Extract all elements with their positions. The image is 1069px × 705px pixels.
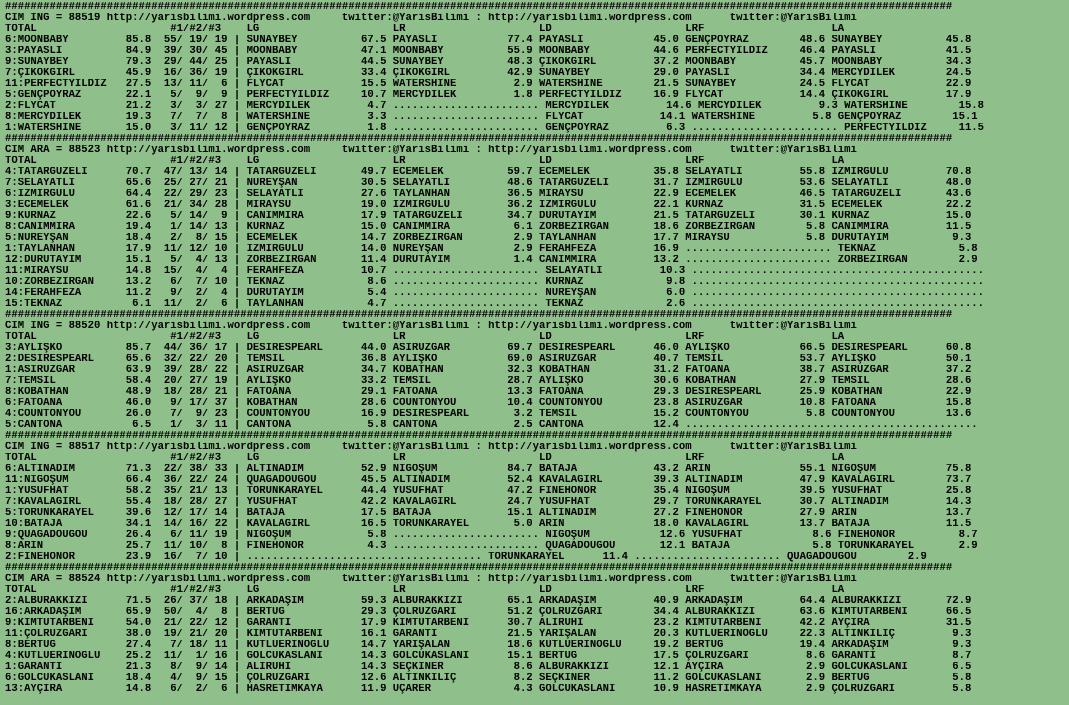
horse-stats-row: 6:ALTINADIM 71.3 22/ 38/ 33 | ALTINADIM 52.9 NİGOŞUM 84.7 BATAJA 43.2 ARİN 55.1 NİGOŞUM 75.8	[5, 464, 972, 475]
horse-stats-row: 9:KURNAZ 22.6 5/ 14/ 9 | CANIMMİRA 17.9 TATARGÜZELİ 34.7 DURUTAYIM 21.5 TATARGÜZELİ 30.1 KURNAZ 15.0	[5, 211, 972, 222]
horse-stats-row: 2:FLYCAT 21.2 3/ 3/ 27 | MERCYDİLEK 4.7 ....................... MERCYDİLEK 14.6 MERCYDİLEK 9.3 WATERSHINE 15.8	[5, 101, 985, 112]
horse-stats-row: 9:SUNAYBEY 79.3 29/ 44/ 25 | PAYASLI 44.5 SUNAYBEY 48.3 ÇIKOKGIRL 37.2 MOONBABY 45.7 MOONBABY 34.3	[5, 57, 972, 68]
horse-stats-row: 6:MOONBABY 85.8 55/ 19/ 19 | SUNAYBEY 67.5 PAYASLI 77.4 PAYASLI 45.0 GENÇPOYRAZ 48.6 SUNAYBEY 45.8	[5, 35, 972, 46]
separator-line: #####################################################################################################################################################	[5, 134, 953, 145]
horse-stats-row: 1:YUSUFHAT 58.2 35/ 21/ 13 | TORUNKARAYEL 44.4 YUSUFHAT 47.2 FINEHONOR 35.4 NİGOŞUM 39.5 YUSUFHAT 25.8	[5, 486, 972, 497]
race-header-line: CIM ING = 88520 http://yarisbilimi.wordpress.com twitter:@YarisBilimi : http://yarisbilimi.wordpress.com twitter:@YarisBilimi	[5, 321, 857, 332]
horse-stats-row: 6:FATOANA 46.0 9/ 17/ 37 | KOBATHAN 28.6 COUNTONYOU 10.4 COUNTONYOU 23.8 ASİRÜZGAR 10.8 FATOANA 15.8	[5, 398, 972, 409]
horse-stats-row: 7:SELAYATLI 65.6 25/ 27/ 21 | NUREYŞAN 30.5 SELAYATLI 48.6 TATARGÜZELİ 31.7 İZMİRGÜLÜ 53.6 SELAYATLI 48.0	[5, 178, 972, 189]
race-header-line: CIM ARA = 88523 http://yarisbilimi.wordpress.com twitter:@YarisBilimi : http://yarisbilimi.wordpress.com twitter:@YarisBilimi	[5, 145, 857, 156]
horse-stats-row: 14:FERAHFEZA 11.2 9/ 2/ 4 | DURUTAYIM 5.4 ....................... NUREYŞAN 6.0 ..............................................	[5, 288, 985, 299]
column-header-line: TOTAL #1/#2/#3 LG LR LD LRF LA	[5, 585, 845, 596]
horse-stats-row: 4:KUTLUERİNOĞLU 25.2 11/ 1/ 16 | GÖLCÜKASLANI 14.3 GÖLCÜKASLANI 15.1 BERTUĞ 17.5 ÇÖLRÜZGARI 8.6 GARANTİ 8.7	[5, 651, 972, 662]
horse-stats-row: 5:NUREYŞAN 18.4 2/ 8/ 15 | ECEMELEK 14.7 ZORBEZİRGAN 2.9 TAYLANHAN 17.7 MİRAYSU 5.8 DURUTAYIM 9.3	[5, 233, 972, 244]
horse-stats-row: 3:AYLİŞKO 85.7 44/ 36/ 17 | DESIRESPEARL 44.0 ASİRÜZGAR 69.7 DESIRESPEARL 46.0 AYLİŞKO 66.5 DESIRESPEARL 60.8	[5, 343, 972, 354]
horse-stats-row: 1:WATERSHINE 15.0 3/ 11/ 12 | GENÇPOYRAZ 1.8 ....................... GENÇPOYRAZ 6.3 ....................... PERFECTYILDIZ 11.5	[5, 123, 985, 134]
race-header-line: CIM ING = 88519 http://yarisbilimi.wordpress.com twitter:@YarisBilimi : http://yarisbilimi.wordpress.com twitter:@YarisBilimi	[5, 13, 857, 24]
horse-stats-row: 11:PERFECTYILDIZ 27.5 13/ 11/ 6 | FLYCAT 15.5 WATERSHINE 2.9 WATERSHINE 21.5 SUNAYBEY 24.5 FLYCAT 22.9	[5, 79, 972, 90]
horse-stats-row: 3:PAYASLI 84.9 39/ 30/ 45 | MOONBABY 47.1 MOONBABY 55.9 MOONBABY 44.6 PERFECTYILDIZ 46.4 PAYASLI 41.5	[5, 46, 972, 57]
horse-stats-row: 7:KAVALAGIRL 55.4 18/ 28/ 27 | YUSUFHAT 42.2 KAVALAGIRL 24.7 YUSUFHAT 29.7 TORUNKARAYEL 30.7 ALTINADIM 14.3	[5, 497, 972, 508]
horse-stats-row: 8:CANIMMİRA 19.4 1/ 14/ 13 | KURNAZ 15.0 CANIMMİRA 6.1 ZORBEZİRGAN 18.6 ZORBEZİRGAN 5.8 CANIMMİRA 11.5	[5, 222, 972, 233]
horse-stats-row: 7:ÇIKOKGIRL 45.9 16/ 36/ 19 | ÇIKOKGIRL 33.4 ÇIKOKGIRL 42.9 SUNAYBEY 29.0 PAYASLI 34.4 MERCYDİLEK 24.5	[5, 68, 972, 79]
horse-stats-row: 7:TEMSİL 58.4 20/ 27/ 19 | AYLİŞKO 33.2 TEMSİL 28.7 AYLİŞKO 30.6 KOBATHAN 27.9 TEMSİL 28.6	[5, 376, 972, 387]
column-header-line: TOTAL #1/#2/#3 LG LR LD LRF LA	[5, 332, 845, 343]
horse-stats-row: 5:CANTONA 6.5 1/ 3/ 11 | CANTONA 5.8 CANTONA 2.5 CANTONA 12.4 ..............................................	[5, 420, 978, 431]
horse-stats-row: 8:KOBATHAN 48.9 18/ 28/ 21 | FATOANA 29.1 FATOANA 13.3 FATOANA 29.3 DESIRESPEARL 25.9 KOBATHAN 22.9	[5, 387, 972, 398]
horse-stats-row: 6:İZMİRGÜLÜ 64.4 22/ 29/ 23 | SELAYATLI 27.6 TAYLANHAN 36.5 MİRAYSU 22.9 ECEMELEK 46.5 TATARGÜZELİ 43.6	[5, 189, 972, 200]
column-header-line: TOTAL #1/#2/#3 LG LR LD LRF LA	[5, 156, 845, 167]
horse-stats-row: 2:ALBURAKKIZI 71.5 26/ 37/ 18 | ARKADAŞIM 59.3 ALBURAKKIZI 65.1 ARKADAŞIM 40.9 ARKADAŞIM 64.4 ALBURAKKIZI 72.9	[5, 596, 972, 607]
horse-stats-row: 12:DURUTAYIM 15.1 5/ 4/ 13 | ZORBEZİRGAN 11.4 DURUTAYIM 1.4 CANIMMİRA 13.2 ....................... ZORBEZİRGAN 2.9	[5, 255, 978, 266]
separator-line: #####################################################################################################################################################	[5, 2, 953, 13]
horse-stats-row: 6:GÖLCÜKASLANI 18.4 4/ 9/ 15 | ÇÖLRÜZGARI 12.6 ALTINKILIÇ 8.2 SEÇKİNER 11.2 GÖLCÜKASLANI 2.9 BERTUĞ 5.8	[5, 673, 972, 684]
horse-stats-row: 11:ÇÖLRÜZGARI 38.0 19/ 21/ 20 | KİMTUTARBENİ 16.1 GARANTİ 21.5 YARIŞALAN 20.3 KUTLUERİNOĞLU 22.3 ALTINKILIÇ 9.3	[5, 629, 972, 640]
horse-stats-row: 16:ARKADAŞIM 65.9 50/ 4/ 8 | BERTUĞ 29.3 ÇÖLRÜZGARI 51.2 ÇÖLRÜZGARI 34.4 ALBURAKKIZI 63.6 KİMTUTARBENİ 66.5	[5, 607, 972, 618]
horse-stats-row: 2:FINEHONOR 23.9 16/ 7/ 10 | ..................................... TORUNKARAYEL 11.4 ....................... QUAGADOUGOU 2.9	[5, 552, 927, 563]
horse-stats-row: 1:GARANTİ 21.3 8/ 9/ 14 | ALİRUHİ 14.3 SEÇKİNER 8.6 ALBURAKKIZI 12.1 AYÇIRA 2.9 GÖLCÜKASLANI 6.5	[5, 662, 972, 673]
horse-stats-row: 1:ASİRÜZGAR 63.9 39/ 28/ 22 | ASİRÜZGAR 34.7 KOBATHAN 32.3 KOBATHAN 31.2 FATOANA 38.7 ASİRÜZGAR 37.2	[5, 365, 972, 376]
horse-stats-row: 11:MİRAYSU 14.8 15/ 4/ 4 | FERAHFEZA 10.7 ....................... SELAYATLI 10.3 ..............................................	[5, 266, 985, 277]
separator-line: #####################################################################################################################################################	[5, 563, 953, 574]
horse-stats-row: 4:COUNTONYOU 26.0 7/ 9/ 23 | COUNTONYOU 16.9 DESIRESPEARL 3.2 TEMSİL 15.2 COUNTONYOU 5.8 COUNTONYOU 13.6	[5, 409, 972, 420]
separator-line: #####################################################################################################################################################	[5, 310, 953, 321]
horse-stats-row: 2:DESIRESPEARL 65.6 32/ 22/ 20 | TEMSİL 36.8 AYLİŞKO 69.0 ASİRÜZGAR 40.7 TEMSİL 53.7 AYLİŞKO 50.1	[5, 354, 972, 365]
horse-stats-row: 9:KİMTUTARBENİ 54.0 21/ 22/ 12 | GARANTİ 17.9 KİMTUTARBENİ 30.7 ALİRUHİ 23.2 KİMTUTARBENİ 42.2 AYÇIRA 31.5	[5, 618, 972, 629]
horse-stats-row: 8:ARİN 25.7 11/ 10/ 8 | FINEHONOR 4.3 ....................... QUAGADOUGOU 12.1 BATAJA 5.8 TORUNKARAYEL 2.9	[5, 541, 978, 552]
horse-stats-row: 8:MERCYDİLEK 19.3 7/ 7/ 8 | WATERSHINE 3.3 ....................... FLYCAT 14.1 WATERSHINE 5.8 GENÇPOYRAZ 15.1	[5, 112, 978, 123]
horse-stats-row: 10:BATAJA 34.1 14/ 16/ 22 | KAVALAGIRL 16.5 TORUNKARAYEL 5.0 ARİN 18.0 KAVALAGIRL 13.7 BATAJA 11.5	[5, 519, 972, 530]
race-header-line: CIM ING = 88517 http://yarisbilimi.wordpress.com twitter:@YarisBilimi : http://yarisbilimi.wordpress.com twitter:@YarisBilimi	[5, 442, 857, 453]
horse-stats-row: 5:TORUNKARAYEL 39.6 12/ 17/ 14 | BATAJA 17.5 BATAJA 15.1 ALTINADIM 27.2 FINEHONOR 27.9 ARİN 13.7	[5, 508, 972, 519]
horse-stats-row: 8:BERTUĞ 27.4 7/ 18/ 11 | KUTLUERİNOĞLU 14.7 YARIŞALAN 18.6 KUTLUERİNOĞLU 19.2 BERTUĞ 19.4 ARKADAŞIM 9.3	[5, 640, 972, 651]
horse-stats-row: 15:TEKNAZ 6.1 11/ 2/ 6 | TAYLANHAN 4.7 ....................... TEKNAZ 2.6 ..............................................	[5, 299, 985, 310]
horse-stats-row: 10:ZORBEZİRGAN 13.2 6/ 7/ 10 | TEKNAZ 8.6 ....................... KURNAZ 9.8 ..............................................	[5, 277, 985, 288]
column-header-line: TOTAL #1/#2/#3 LG LR LD LRF LA	[5, 24, 845, 35]
horse-stats-row: 5:GENÇPOYRAZ 22.1 5/ 9/ 9 | PERFECTYILDIZ 10.7 MERCYDİLEK 1.8 PERFECTYILDIZ 16.9 FLYCAT 14.4 ÇIKOKGIRL 17.9	[5, 90, 972, 101]
separator-line: #####################################################################################################################################################	[5, 431, 953, 442]
horse-stats-row: 1:TAYLANHAN 17.9 11/ 12/ 10 | İZMİRGÜLÜ 14.0 NUREYŞAN 2.9 FERAHFEZA 16.9 ....................... TEKNAZ 5.8	[5, 244, 978, 255]
horse-stats-row: 4:TATARGÜZELİ 70.7 47/ 13/ 14 | TATARGÜZELİ 49.7 ECEMELEK 59.7 ECEMELEK 35.8 SELAYATLI 55.8 İZMİRGÜLÜ 70.8	[5, 167, 972, 178]
column-header-line: TOTAL #1/#2/#3 LG LR LD LRF LA	[5, 453, 845, 464]
race-header-line: CIM ARA = 88524 http://yarisbilimi.wordpress.com twitter:@YarisBilimi : http://yarisbilimi.wordpress.com twitter:@YarisBilimi	[5, 574, 857, 585]
horse-stats-row: 13:AYÇIRA 14.8 6/ 2/ 6 | HASRETİMKAYA 11.9 UÇARER 4.3 GÖLCÜKASLANI 10.9 HASRETİMKAYA 2.9 ÇÖLRÜZGARI 5.8	[5, 684, 972, 695]
horse-stats-row: 11:NİGOŞUM 66.4 36/ 22/ 24 | QUAGADOUGOU 45.5 ALTINADIM 52.4 KAVALAGIRL 39.3 ALTINADIM 47.9 KAVALAGIRL 73.7	[5, 475, 972, 486]
horse-stats-row: 9:QUAGADOUGOU 26.4 6/ 11/ 19 | NİGOŞUM 5.8 ....................... NİGOŞUM 12.6 YUSUFHAT 8.6 FINEHONOR 8.7	[5, 530, 978, 541]
horse-stats-row: 3:ECEMELEK 61.6 21/ 34/ 28 | MİRAYSU 19.0 İZMİRGÜLÜ 36.2 İZMİRGÜLÜ 22.1 KURNAZ 31.5 ECEMELEK 22.2	[5, 200, 972, 211]
